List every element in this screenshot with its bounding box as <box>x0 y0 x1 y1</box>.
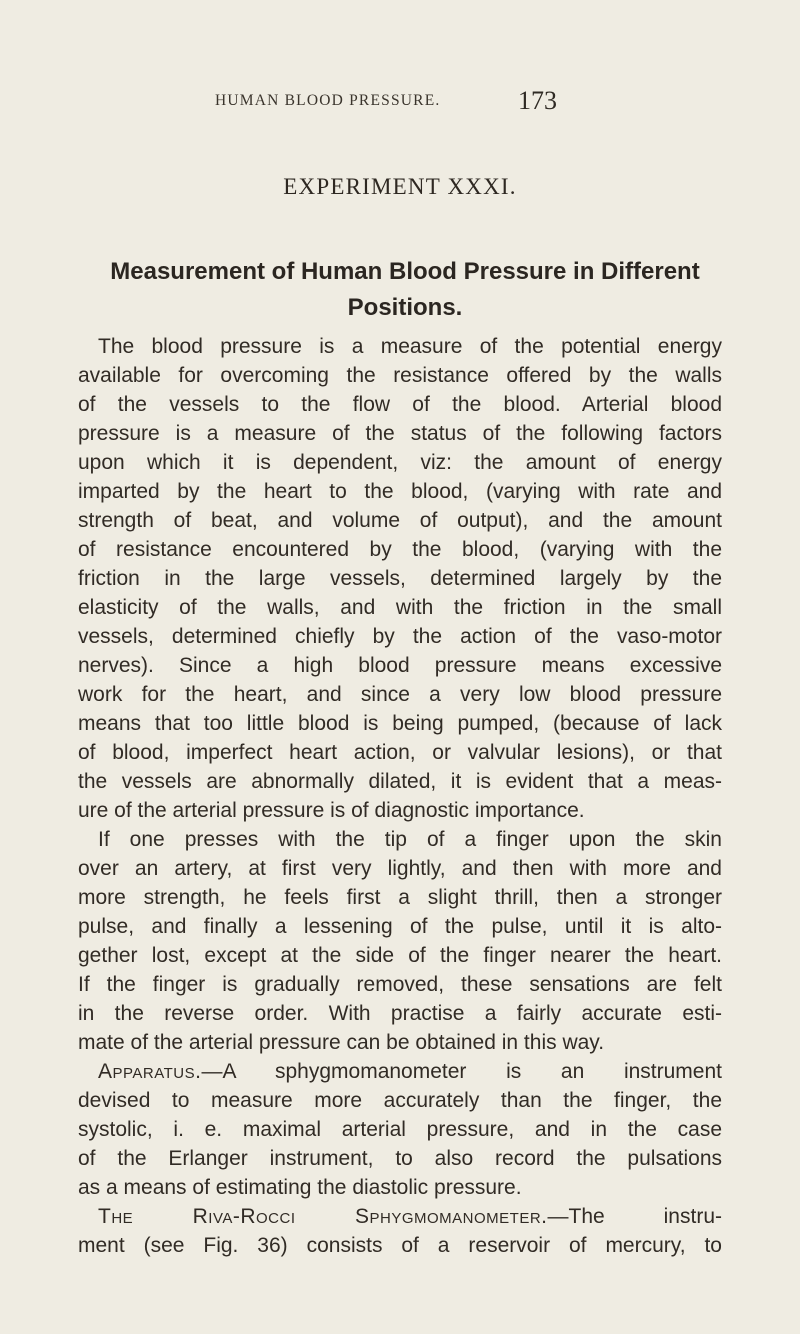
text-line: available for overcoming the resistance offered by the walls <box>78 364 722 387</box>
running-title: HUMAN BLOOD PRESSURE. <box>215 92 441 109</box>
text-line-riva-rocci <box>98 1202 722 1231</box>
text-line: upon which it is dependent, viz: the amount of energy <box>78 451 722 474</box>
text-line-apparatus <box>98 1057 722 1086</box>
text-line: imparted by the heart to the blood, (varying with rate and <box>78 480 722 503</box>
experiment-title: EXPERIMENT XXXI. <box>283 174 517 199</box>
text-line: elasticity of the walls, and with the friction in the small <box>78 596 722 619</box>
text-line: nerves). Since a high blood pressure means excessive <box>78 654 722 677</box>
section-heading-line-1: Measurement of Human Blood Pressure in Different <box>110 258 700 285</box>
riva-rocci-text: —The instru- <box>547 1205 722 1228</box>
text-line: If one presses with the tip of a finger upon the skin <box>98 828 722 851</box>
apparatus-text: —A sphygmomanometer is an instrument <box>201 1060 722 1083</box>
text-line: pressure is a measure of the status of the following factors <box>78 422 722 445</box>
page-number: 173 <box>518 86 557 115</box>
text-line: in the reverse order. With practise a fairly accurate esti- <box>78 1002 722 1025</box>
text-line: as a means of estimating the diastolic pressure. <box>78 1176 522 1199</box>
apparatus-label: Apparatus. <box>98 1060 202 1083</box>
running-head <box>0 88 800 124</box>
riva-rocci-label: The Riva-Rocci Sphygmomanometer. <box>98 1205 548 1228</box>
text-line: devised to measure more accurately than the finger, the <box>78 1089 722 1112</box>
text-line: of the Erlanger instrument, to also record the pulsations <box>78 1147 722 1170</box>
text-line: of blood, imperfect heart action, or valvular lesions), or that <box>78 741 722 764</box>
text-line: over an artery, at first very lightly, and then with more and <box>78 857 722 880</box>
text-line: friction in the large vessels, determined largely by the <box>78 567 722 590</box>
section-heading-line-2: Positions. <box>347 294 463 321</box>
text-line: If the finger is gradually removed, these sensations are felt <box>78 973 722 996</box>
text-line: ment (see Fig. 36) consists of a reservoir of mercury, to <box>78 1234 722 1257</box>
text-line: ure of the arterial pressure is of diagnostic importance. <box>78 799 585 822</box>
text-line: more strength, he feels first a slight thrill, then a stronger <box>78 886 722 909</box>
text-line: of resistance encountered by the blood, (varying with the <box>78 538 722 561</box>
text-line: pulse, and finally a lessening of the pulse, until it is alto- <box>78 915 722 938</box>
text-line: work for the heart, and since a very low blood pressure <box>78 683 722 706</box>
section-heading <box>90 254 720 326</box>
text-line: strength of beat, and volume of output), and the amount <box>78 509 722 532</box>
text-line: gether lost, except at the side of the finger nearer the heart. <box>78 944 722 967</box>
text-line: systolic, i. e. maximal arterial pressure, and in the case <box>78 1118 722 1141</box>
text-line: vessels, determined chiefly by the action of the vaso-motor <box>78 625 722 648</box>
text-line: the vessels are abnormally dilated, it is evident that a meas- <box>78 770 722 793</box>
text-line: mate of the arterial pressure can be obtained in this way. <box>78 1031 605 1054</box>
text-line: of the vessels to the flow of the blood. Arterial blood <box>78 393 722 416</box>
text-line: means that too little blood is being pumped, (because of lack <box>78 712 722 735</box>
text-line: The blood pressure is a measure of the potential energy <box>98 335 722 358</box>
